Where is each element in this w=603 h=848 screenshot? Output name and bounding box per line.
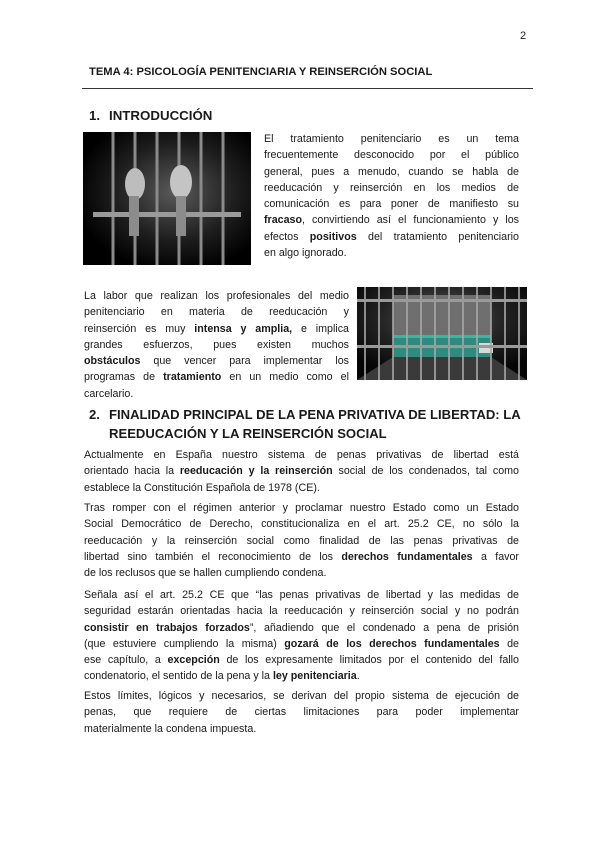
- prison-bars-hands-image: [83, 132, 251, 265]
- text-run: ese capítulo, a: [84, 654, 168, 667]
- labor-line: [84, 369, 349, 385]
- labor-line: grandes esfuerzos, pues existen muchos: [84, 338, 349, 351]
- prison-cell-image: [357, 287, 527, 380]
- paragraph-spain-system: [84, 447, 519, 496]
- paragraph-limits: [84, 688, 519, 737]
- paragraph-line: Actualmente en España nuestro sistema de penas privativas de libertad está: [84, 449, 519, 461]
- paragraph-constitution: [84, 500, 519, 581]
- text-run: (que estuviere cumpliendo la misma): [84, 637, 285, 650]
- text-run: en un medio como el: [221, 371, 349, 384]
- labor-line: [84, 321, 349, 337]
- labor-line: penitenciario en materia de reeducación y: [84, 306, 349, 319]
- paragraph-line: penas, que requiere de ciertas limitaciones para poder implementar: [84, 706, 519, 719]
- paragraph-line: Tras romper con el régimen anterior y proclamar nuestro Estado como un Estado: [84, 502, 519, 514]
- bold-term: intensa y amplia,: [194, 322, 293, 335]
- paragraph-line: Estos límites, lógicos y necesarios, se derivan del propio sistema de ejecución de: [84, 690, 519, 702]
- paragraph-line: reeducación y la reinserción social como finalidad de las penas privativas de: [84, 534, 519, 547]
- text-run: orientado hacia la: [84, 465, 180, 478]
- bold-term: obstáculos: [84, 355, 141, 368]
- paragraph-line: seguridad estarán orientadas hacia la reeducación y reinserción social y no podrán: [84, 605, 519, 618]
- text-run: ”, añadiendo que el condenado a pena de prisión: [249, 621, 519, 634]
- text-run: , convirtiendo así el funcionamiento y los: [302, 214, 519, 227]
- bold-term: fracaso: [264, 214, 303, 227]
- bold-term: reeducación y la reinserción: [179, 465, 333, 478]
- intro-line: [264, 229, 519, 245]
- bold-term: derechos fundamentales: [341, 550, 473, 563]
- text-run: de: [499, 637, 520, 650]
- bold-term: ley penitenciaria: [272, 670, 357, 683]
- text-run: reinserción es muy: [84, 322, 195, 335]
- text-run: de los expresamente limitados por el contenido del fallo: [219, 654, 519, 667]
- text-run: que vencer para implementar los: [140, 355, 349, 368]
- paragraph-line: Señala así el art. 25.2 CE que “las penas privativas de libertad y las medidas de: [84, 589, 519, 601]
- paragraph-line: [84, 620, 519, 636]
- intro-line: en algo ignorado.: [264, 247, 347, 260]
- intro-line: [264, 212, 519, 228]
- intro-paragraph: [264, 131, 519, 261]
- bold-term: gozará de los derechos fundamentales: [284, 637, 500, 650]
- section-2-title-line-2: REEDUCACIÓN Y LA REINSERCIÓN SOCIAL: [109, 426, 387, 441]
- text-run: libertad sino también el reconocimiento de los: [84, 550, 342, 563]
- text-run: .: [356, 670, 360, 683]
- text-run: social de los condenados, tal como: [332, 465, 519, 478]
- section-2-heading: [89, 405, 529, 443]
- paragraph-line: [84, 463, 519, 479]
- text-run: e implica: [292, 322, 349, 335]
- paragraph-line: Social Democrático de Derecho, constitucionaliza en el art. 25.2 CE, no sólo la: [84, 518, 519, 531]
- intro-line: El tratamiento penitenciario es un tema: [264, 133, 519, 145]
- page-number: 2: [520, 30, 527, 42]
- text-run: a favor: [472, 550, 519, 563]
- paragraph-line: materialmente la condena impuesta.: [84, 722, 257, 735]
- intro-line: reeducación y reinserción en los medios de: [264, 181, 519, 194]
- header-title: TEMA 4: PSICOLOGÍA PENITENCIARIA Y REINSERCIÓN SOCIAL: [89, 66, 433, 78]
- bold-term: tratamiento: [163, 371, 222, 384]
- paragraph-article-25-2: [84, 587, 519, 685]
- section-1-number: 1.: [89, 108, 101, 123]
- intro-line: comunicación es para poner de manifiesto su: [264, 198, 519, 211]
- labor-paragraph: [84, 288, 349, 402]
- header-divider: [82, 88, 533, 89]
- text-run: programas de: [84, 371, 164, 384]
- labor-line: [84, 353, 349, 369]
- section-1-heading: [89, 108, 212, 123]
- paragraph-line: [84, 549, 519, 565]
- bold-term: positivos: [309, 230, 357, 243]
- paragraph-line: de los reclusos que se hallen cumpliendo condena.: [84, 567, 327, 580]
- text-run: del tratamiento penitenciario: [356, 230, 519, 243]
- intro-line: general, pues a menudo, cuando se habla de: [264, 165, 519, 178]
- paragraph-line: [84, 668, 519, 684]
- section-2-title-line-1: FINALIDAD PRINCIPAL DE LA PENA PRIVATIVA DE LIBERTAD: LA: [109, 407, 521, 422]
- intro-line: frecuentemente desconocido por el público: [264, 149, 519, 162]
- paragraph-line: establece la Constitución Española de 1978 (CE).: [84, 481, 320, 494]
- paragraph-line: [84, 652, 519, 668]
- labor-line: carcelario.: [84, 387, 134, 400]
- bold-term: consistir en trabajos forzados: [84, 621, 250, 634]
- text-run: condenatorio, el sentido de la pena y la: [84, 670, 273, 683]
- text-run: efectos: [264, 230, 310, 243]
- labor-line: La labor que realizan los profesionales del medio: [84, 290, 349, 302]
- section-2-number: 2.: [89, 407, 100, 422]
- bold-term: excepción: [167, 654, 220, 667]
- section-1-title: INTRODUCCIÓN: [109, 108, 213, 123]
- paragraph-line: [84, 636, 519, 652]
